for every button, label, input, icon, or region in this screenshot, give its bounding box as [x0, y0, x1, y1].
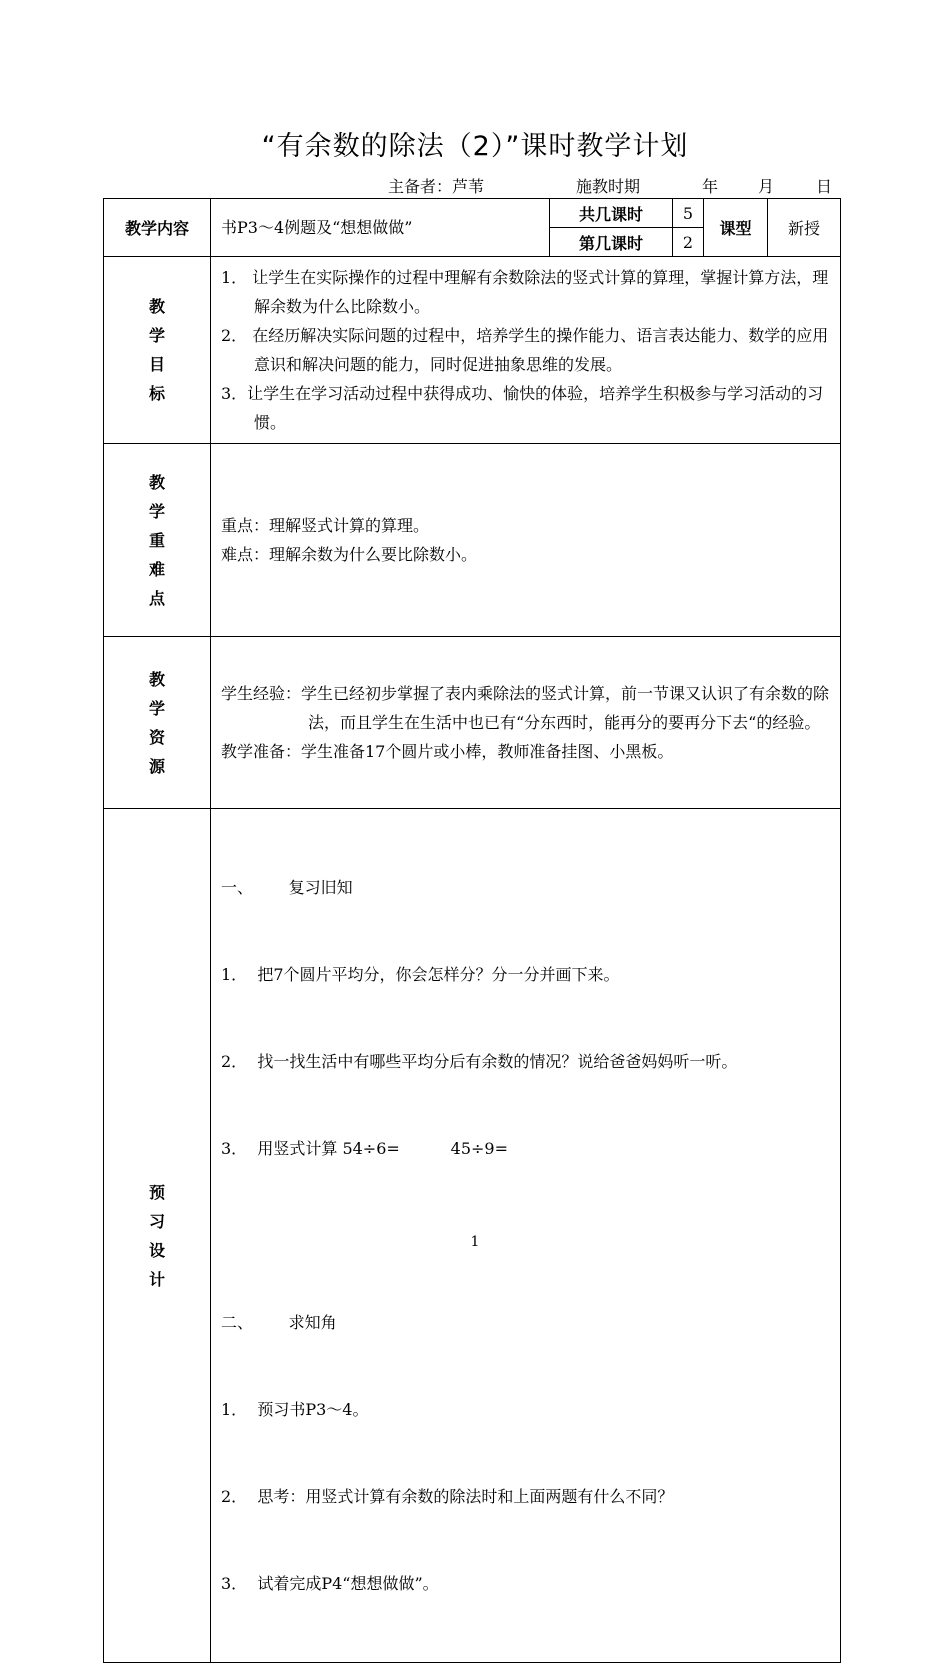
- year-label: 年: [702, 177, 719, 196]
- resources-label-char: 教: [148, 669, 165, 689]
- preview-label-char: 习: [148, 1211, 165, 1231]
- goals-label-char: 目: [148, 355, 165, 374]
- keypoints-content: [211, 444, 841, 637]
- goals-label: [104, 257, 211, 444]
- list-item: 2． 找一找生活中有哪些平均分后有余数的情况？说给爸爸妈妈听一听。: [221, 1052, 738, 1071]
- keypoints-label-char: 点: [148, 588, 165, 608]
- lesson-type-value: 新授: [768, 199, 841, 257]
- keypoints-label-char: 教: [148, 472, 165, 492]
- keypoints-label: [104, 444, 211, 637]
- page-number: 1: [470, 1234, 480, 1250]
- document-title: “有余数的除法（2）”课时教学计划: [261, 131, 689, 162]
- focus-text: 重点：理解竖式计算的算理。: [221, 516, 430, 535]
- resources-label-char: 源: [148, 756, 165, 776]
- list-item: 3． 试着完成P4“想想做做”。: [221, 1574, 439, 1593]
- goal-item: 1． 让学生在实际操作的过程中理解有余数除法的竖式计算的算理，掌握计算方法，理解余数为什么比除数小。: [221, 268, 829, 316]
- resources-label-char: 学: [148, 698, 165, 718]
- student-experience-text: 学生经验：学生已经初步掌握了表内乘除法的竖式计算，前一节课又认识了有余数的除法，而且学生在生活中也已有“分东西时，能再分的要再分下去“的经验。: [221, 684, 830, 732]
- keypoints-label-char: 重: [148, 530, 165, 550]
- lesson-type-label: 课型: [704, 199, 768, 257]
- goal-item: 3．让学生在学习活动过程中获得成功、愉快的体验，培养学生积极参与学习活动的习惯。: [221, 384, 824, 432]
- goals-label-char: 学: [148, 326, 165, 345]
- list-item: 2． 思考：用竖式计算有余数的除法时和上面两题有什么不同？: [221, 1487, 674, 1506]
- date-label: 施教时期: [576, 177, 641, 196]
- section-explore-heading: 二、 求知角: [221, 1313, 337, 1332]
- preview-label-char: 设: [148, 1240, 165, 1260]
- content-value: 书P3～4例题及“想想做做”: [211, 199, 550, 257]
- total-lessons-label: 共几课时: [550, 199, 673, 228]
- lesson-number-label: 第几课时: [550, 228, 673, 257]
- list-item: 1． 把7个圆片平均分，你会怎样分？分一分并画下来。: [221, 965, 620, 984]
- month-label: 月: [758, 177, 775, 196]
- lesson-plan-table: [103, 198, 841, 1663]
- goals-label-char: 标: [148, 384, 165, 403]
- keypoints-label-char: 学: [148, 501, 165, 521]
- meta-line: [388, 174, 832, 197]
- content-label: 教学内容: [104, 199, 211, 257]
- list-item: 1． 预习书P3～4。: [221, 1400, 369, 1419]
- day-label: 日: [816, 177, 833, 196]
- keypoints-label-char: 难: [148, 559, 165, 579]
- list-item: 3． 用竖式计算 54÷6= 45÷9=: [221, 1139, 509, 1158]
- resources-label: [104, 637, 211, 809]
- total-lessons-value: 5: [673, 199, 704, 228]
- goals-label-char: 教: [148, 297, 165, 316]
- resources-content: [211, 637, 841, 809]
- preparation-text: 教学准备：学生准备17个圆片或小棒，教师准备挂图、小黑板。: [221, 742, 674, 761]
- resources-label-char: 资: [148, 727, 165, 747]
- difficulty-text: 难点：理解余数为什么要比除数小。: [221, 545, 478, 564]
- author: 主备者：芦苇: [388, 177, 485, 196]
- section-review-heading: 一、 复习旧知: [221, 878, 353, 897]
- goal-item: 2． 在经历解决实际问题的过程中，培养学生的操作能力、语言表达能力、数学的应用意识和解决问题的能力，同时促进抽象思维的发展。: [221, 326, 829, 374]
- goals-content: [211, 257, 841, 444]
- preview-label-char: 预: [148, 1182, 165, 1202]
- preview-label-char: 计: [148, 1269, 165, 1289]
- lesson-number-value: 2: [673, 228, 704, 257]
